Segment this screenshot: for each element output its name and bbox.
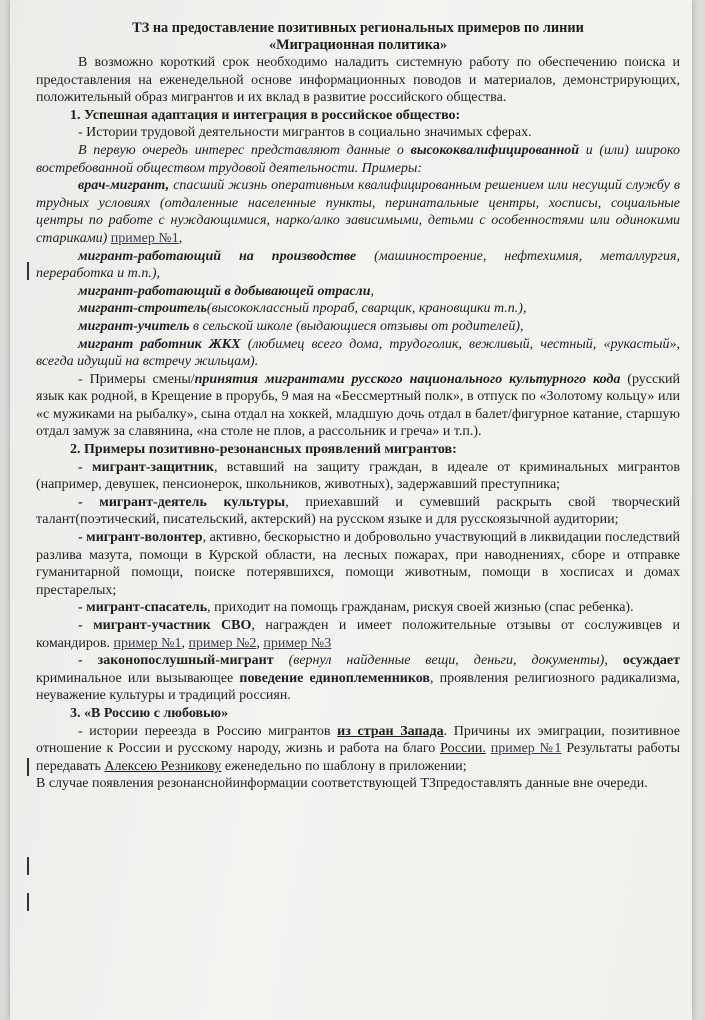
example-defender: - мигрант-защитник, вставший на защиту граждан, в идеале от криминальных мигрантов (например, девушек, пенсионерок, школьников, животных), задержавший преступника; [36,459,680,493]
culture-code-paragraph: - Примеры смены/принятия мигрантами русского национального культурного кода (русский язык как родной, в Крещение в прорубь, 9 мая на «Бессмертный полк», в отпуск по «Золотому кольцу» или «с мужиками на рыбалку», сына отдал на хоккей, младшую дочь отдал в балет/фигурное катание, старшую отдал замуж за славянина, «на столе не плов, а рассольник и греча» и т.п.). [36,371,680,440]
document-body [36,20,680,793]
margin-mark [27,758,29,776]
example-svo-participant: - мигрант-участник СВО, награжден и имеет положительные отзывы от сослуживцев и командиров. пример №1, пример №2, пример №3 [36,618,680,651]
section-1-note: В первую очередь интерес представляют данные о высококвалифицированной и (или) широко востребованной обществом трудовой деятельности. Примеры: [36,142,680,176]
example-teacher: мигрант-учитель в сельской школе (выдающиеся отзывы от родителей), [78,318,524,334]
margin-mark [27,857,29,875]
margin-mark [27,893,29,911]
example-rescuer: - мигрант-спасатель, приходит на помощь гражданам, рискуя своей жизнью (спас ребенка). [78,600,634,616]
link-west-example-1[interactable]: пример №1 [490,741,562,757]
link-svo-example-1[interactable]: пример №1 [113,635,182,651]
section-1-heading: 1. Успешная адаптация и интеграция в российское общество: [70,107,461,123]
final-paragraph: В случае появления резонанснойинформации соответствующей ТЗпредоставлять данные вне очереди. [36,776,648,792]
margin-mark [27,262,29,280]
document-sheet [10,0,692,1020]
link-doctor-example-1[interactable]: пример №1 [110,230,179,246]
section-1-subitem: - Истории трудовой деятельности мигрантов в социально значимых сферах. [78,125,532,141]
example-volunteer: - мигрант-волонтер, активно, бескорыстно и добровольно участвующий в ликвидации последствий разлива мазута, помощи в Курской области, на лесных пожарах, при наводнениях, сборе и отправке гуманитарной помощи, поиске потерявшихся, помощи животным, помощи в хосписах и домах престарелых; [36,530,680,598]
example-doctor: врач-мигрант, спасший жизнь оперативным квалифицированным решением или несущий службу в трудных условиях (отдаленные населенные пункты, перинатальные центры, хосписы, социальные центры по работе с нуждающимися, нарко/алко зависимыми, детьми с особенностями или одинокими стариками) пример №1, [36,178,680,246]
example-law-abiding: - законопослушный-мигрант (вернул найденные вещи, деньги, документы), осуждает криминальное или вызывающее поведение единоплеменников, проявления религиозного радикализма, неуважение культуры и традиций россиян. [36,653,681,704]
section-3-paragraph: - истории переезда в Россию мигрантов из стран Запада. Причины их эмиграции, позитивное отношение к России и русскому народу, жизнь и работа на благо России. пример №1 Результаты работы передавать Алексею Резникову еженедельно по шаблону в приложении; [36,723,681,774]
link-svo-example-2[interactable]: пример №2 [188,635,257,651]
contact-name: Алексею Резникову [104,758,222,774]
example-miner: мигрант-работающий в добывающей отрасли, [78,283,375,299]
intro-paragraph: В возможно короткий срок необходимо наладить системную работу по обеспечению поиска и предоставления на еженедельной основе информационных поводов и материалов, демонстрирующих, положительный образ мигрантов и их вклад в развитие российского общества. [36,55,680,106]
example-housing-worker: мигрант работник ЖКХ (любимец всего дома, трудоголик, вежливый, честный, «рукастый», всегда идущий на встречу жильцам). [36,336,680,370]
example-culture-figure: - мигрант-деятель культуры, приехавший и сумевший раскрыть свой творческий талант(поэтический, писательский, актерский) на русском языке и для русскоязычной аудитории; [36,494,681,528]
section-2-heading: 2. Примеры позитивно-резонансных проявлений мигрантов: [70,442,457,458]
section-3-heading: 3. «В Россию с любовью» [70,705,229,721]
example-factory-worker: мигрант-работающий на производстве (машиностроение, нефтехимия, металлургия, переработка и т.п.), [36,248,680,282]
link-svo-example-3[interactable]: пример №3 [263,635,332,651]
example-builder: мигрант-строитель(высококлассный прораб, сварщик, крановщики т.п.), [78,301,527,317]
doc-title-line1: ТЗ на предоставление позитивных региональных примеров по линии [132,20,584,36]
doc-title-line2: «Миграционная политика» [268,37,448,53]
